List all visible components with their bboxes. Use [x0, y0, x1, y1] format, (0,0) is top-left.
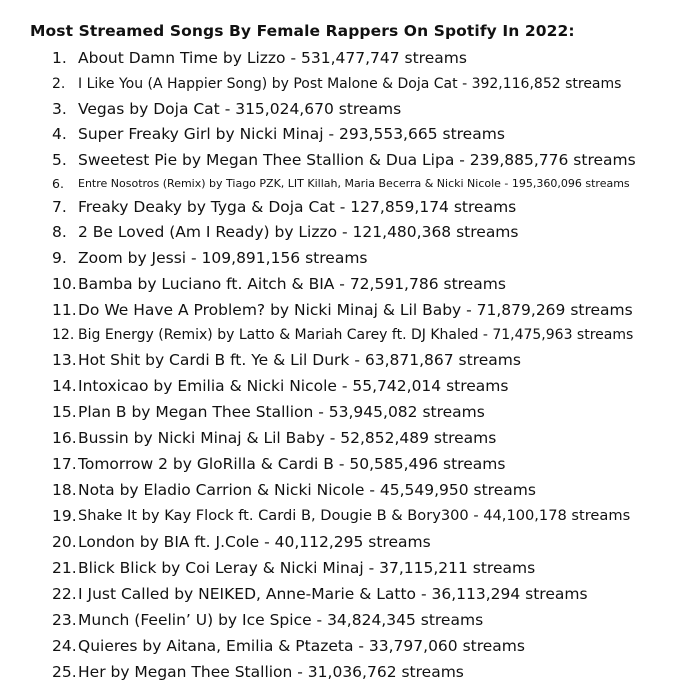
list-text: London by BIA ft. J.Cole - 40,112,295 streams: [78, 533, 431, 551]
list-number: 12.: [52, 327, 75, 343]
list-text: About Damn Time by Lizzo - 531,477,747 streams: [78, 49, 467, 67]
list-number: 10.: [52, 275, 77, 293]
list-number: 1.: [52, 49, 67, 67]
list-text: Vegas by Doja Cat - 315,024,670 streams: [78, 100, 402, 118]
page-title: Most Streamed Songs By Female Rappers On Spotify In 2022:: [30, 22, 575, 40]
list-text: I Like You (A Happier Song) by Post Malone & Doja Cat - 392,116,852 streams: [78, 76, 622, 92]
list-number: 19.: [52, 507, 77, 525]
list-number: 3.: [52, 100, 67, 118]
list-text: Quieres by Aitana, Emilia & Ptazeta - 33,797,060 streams: [78, 637, 525, 655]
list-number: 11.: [52, 301, 77, 319]
list-text: Intoxicao by Emilia & Nicki Nicole - 55,742,014 streams: [78, 377, 509, 395]
list-number: 25.: [52, 663, 77, 681]
list-text: Shake It by Kay Flock ft. Cardi B, Dougie B & Bory300 - 44,100,178 streams: [78, 507, 631, 524]
list-number: 6.: [52, 176, 64, 191]
list-number: 17.: [52, 455, 77, 473]
list-text: I Just Called by NEIKED, Anne-Marie & Latto - 36,113,294 streams: [78, 585, 588, 603]
list-text: Blick Blick by Coi Leray & Nicki Minaj - 37,115,211 streams: [78, 559, 536, 577]
list-text: Super Freaky Girl by Nicki Minaj - 293,553,665 streams: [78, 125, 505, 143]
list-number: 22.: [52, 585, 77, 603]
list-number: 13.: [52, 351, 77, 369]
list-number: 16.: [52, 429, 77, 447]
list-text: Hot Shit by Cardi B ft. Ye & Lil Durk - 63,871,867 streams: [78, 351, 521, 369]
list-number: 15.: [52, 403, 77, 421]
list-text: Plan B by Megan Thee Stallion - 53,945,082 streams: [78, 403, 485, 421]
list-number: 5.: [52, 151, 67, 169]
list-text: Bussin by Nicki Minaj & Lil Baby - 52,852,489 streams: [78, 429, 497, 447]
list-number: 23.: [52, 611, 77, 629]
list-text: Tomorrow 2 by GloRilla & Cardi B - 50,585,496 streams: [78, 455, 506, 473]
list-text: Her by Megan Thee Stallion - 31,036,762 streams: [78, 663, 464, 681]
list-number: 24.: [52, 637, 77, 655]
list-number: 14.: [52, 377, 77, 395]
list-number: 2.: [52, 76, 66, 92]
list-text: Bamba by Luciano ft. Aitch & BIA - 72,591,786 streams: [78, 275, 506, 293]
list-text: 2 Be Loved (Am I Ready) by Lizzo - 121,480,368 streams: [78, 223, 519, 241]
list-text: Big Energy (Remix) by Latto & Mariah Carey ft. DJ Khaled - 71,475,963 streams: [78, 327, 634, 343]
list-number: 7.: [52, 198, 67, 216]
list-number: 9.: [52, 249, 67, 267]
list-text: Freaky Deaky by Tyga & Doja Cat - 127,859,174 streams: [78, 198, 517, 216]
list-number: 21.: [52, 559, 77, 577]
list-number: 4.: [52, 125, 67, 143]
list-text: Do We Have A Problem? by Nicki Minaj & Lil Baby - 71,879,269 streams: [78, 301, 633, 319]
list-text: Nota by Eladio Carrion & Nicki Nicole - 45,549,950 streams: [78, 481, 536, 499]
list-text: Munch (Feelin’ U) by Ice Spice - 34,824,345 streams: [78, 611, 484, 629]
list-text: Zoom by Jessi - 109,891,156 streams: [78, 249, 368, 267]
list-number: 8.: [52, 223, 67, 241]
list-text: Sweetest Pie by Megan Thee Stallion & Dua Lipa - 239,885,776 streams: [78, 151, 636, 169]
list-number: 18.: [52, 481, 77, 499]
list-number: 20.: [52, 533, 77, 551]
list-text: Entre Nosotros (Remix) by Tiago PZK, LIT Killah, Maria Becerra & Nicki Nicole - 195,360,096 streams: [78, 177, 630, 190]
